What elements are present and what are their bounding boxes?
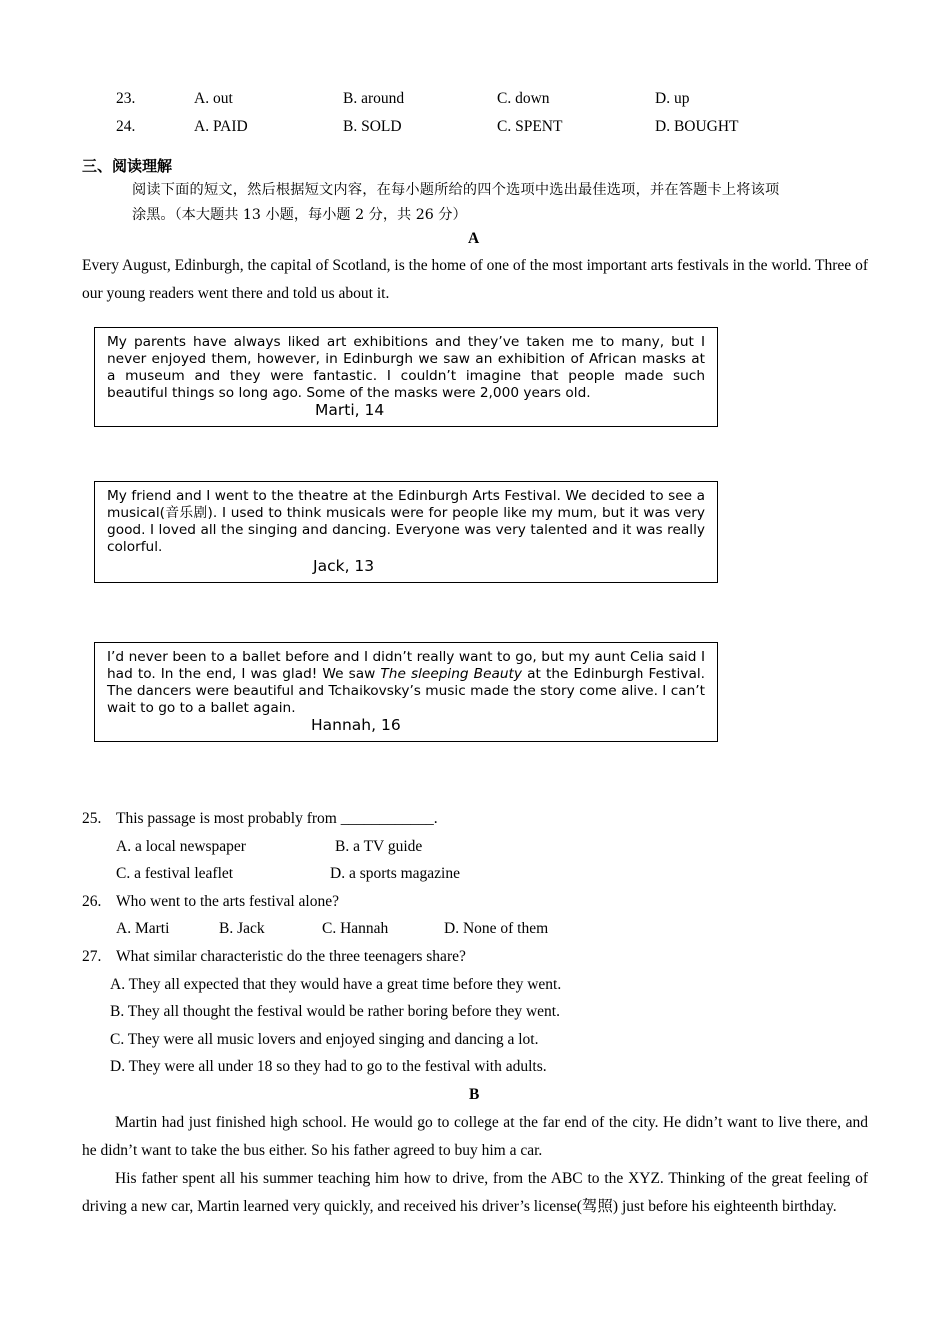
q25-number: 25. <box>82 810 102 827</box>
q24-number: 24. <box>116 118 136 135</box>
q27-stem: What similar characteristic do the three teenagers share? <box>116 948 466 965</box>
passage-a-intro: Every August, Edinburgh, the capital of Scotland, is the home of one of the most important arts festivals in the world. Three of our young readers went there and told us about it. <box>82 257 868 302</box>
q24-option-a: A. PAID <box>194 118 248 135</box>
testimonial-text-hannah <box>107 649 705 717</box>
q23-option-c: C. down <box>497 90 550 107</box>
testimonial-signature-jack: Jack, 13 <box>313 557 375 575</box>
ballet-title: The sleeping Beauty <box>380 666 523 682</box>
q26-option-a: A. Marti <box>116 920 170 937</box>
section-title: 三、阅读理解 <box>82 157 173 175</box>
testimonial-box-jack <box>94 481 718 583</box>
q25-option-b: B. a TV guide <box>335 838 423 855</box>
testimonial-signature-marti: Marti, 14 <box>315 401 385 419</box>
q26-option-b: B. Jack <box>219 920 265 937</box>
testimonial-box-marti <box>94 327 718 427</box>
q27-number: 27. <box>82 948 102 965</box>
section-instructions-line2: 涂黑。（本大题共 13 小题，每小题 2 分，共 26 分） <box>132 207 467 223</box>
q25-option-c: C. a festival leaflet <box>116 865 234 882</box>
q27-option-c: C. They were all music lovers and enjoyed singing and dancing a lot. <box>110 1031 539 1048</box>
testimonial-signature-hannah: Hannah, 16 <box>311 716 401 734</box>
q23-option-d: D. up <box>655 90 690 107</box>
q25-option-a: A. a local newspaper <box>116 838 246 855</box>
testimonial-box-hannah <box>94 642 718 742</box>
q23-option-b: B. around <box>343 90 405 107</box>
q27-option-d: D. They were all under 18 so they had to go to the festival with adults. <box>110 1058 547 1075</box>
section-instructions-line1: 阅读下面的短文，然后根据短文内容，在每小题所给的四个选项中选出最佳选项，并在答题卡上将该项 <box>132 182 780 198</box>
q26-option-c: C. Hannah <box>322 920 389 937</box>
q27-option-b: B. They all thought the festival would be rather boring before they went. <box>110 1003 560 1020</box>
q24-option-c: C. SPENT <box>497 118 563 135</box>
passage-a-heading: A <box>468 230 480 247</box>
hannah-text-before: I’d never been to a ballet before and I didn’t really want to go, but my aunt Celia said I had to. In the end, I was glad! We saw <box>107 649 705 682</box>
q25-option-d: D. a sports magazine <box>330 865 460 882</box>
q27-option-a: A. They all expected that they would have a great time before they went. <box>110 976 562 993</box>
passage-b-paragraph-1: Martin had just finished high school. He would go to college at the far end of the city. He didn’t want to live there, and he didn’t want to take the bus either. So his father agreed to buy him a car. <box>82 1114 868 1159</box>
q26-number: 26. <box>82 893 102 910</box>
testimonial-text-jack: My friend and I went to the theatre at the Edinburgh Arts Festival. We decided to see a musical(音乐剧). I used to think musicals were for people like my mum, but it was very good. I loved all the singing and dancing. Everyone was very talented and it was really colorful. <box>107 488 705 555</box>
hannah-text-after: at the Edinburgh Festival. The dancers were beautiful and Tchaikovsky’s music made the story come alive. I can’t wait to go to a ballet again. <box>107 666 705 716</box>
q24-option-d: D. BOUGHT <box>655 118 739 135</box>
q23-number: 23. <box>116 90 136 107</box>
q23-option-a: A. out <box>194 90 233 107</box>
q24-option-b: B. SOLD <box>343 118 402 135</box>
q25-stem: This passage is most probably from ____________. <box>116 810 438 827</box>
testimonial-text-marti: My parents have always liked art exhibitions and they’ve taken me to many, but I never enjoyed them, however, in Edinburgh we saw an exhibition of African masks at a museum and they were fantastic. I couldn’t imagine that people made such beautiful things so long ago. Some of the masks were 2,000 years old. <box>107 334 705 401</box>
passage-b-heading: B <box>469 1086 480 1103</box>
passage-b-paragraph-2: His father spent all his summer teaching him how to drive, from the ABC to the XYZ. Thinking of the great feeling of driving a new car, Martin learned very quickly, and received his driver’s license(驾照) just before his eighteenth birthday. <box>82 1170 868 1215</box>
q26-stem: Who went to the arts festival alone? <box>116 893 339 910</box>
q26-option-d: D. None of them <box>444 920 549 937</box>
